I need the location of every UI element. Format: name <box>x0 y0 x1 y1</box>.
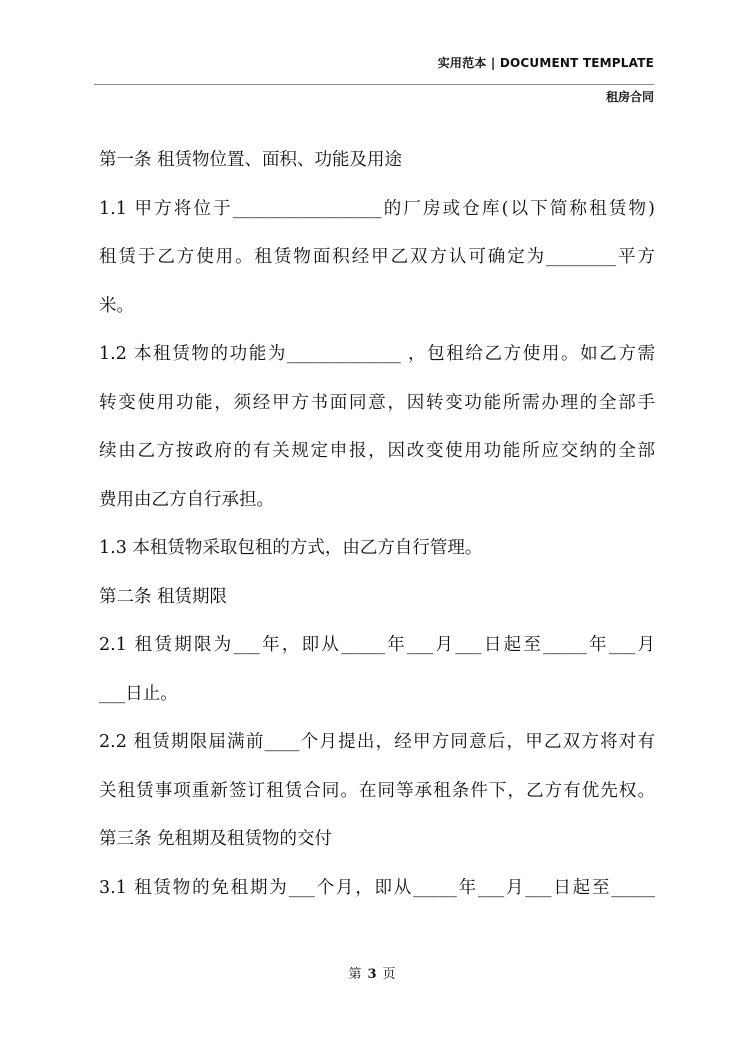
page-label-prefix: 第 <box>348 967 362 982</box>
paragraph-line: 米。 <box>99 295 134 316</box>
page-label-suffix: 页 <box>382 967 396 982</box>
header-document-title: 租房合同 <box>605 90 654 104</box>
paragraph-line: 关租赁事项重新签订租赁合同。在同等承租条件下，乙方有优先权。 <box>99 780 655 801</box>
paragraph-line: 租赁于乙方使用。租赁物面积经甲乙双方认可确定为________平方 <box>99 247 655 267</box>
paragraph-line: 3.1 租赁物的免租期为___个月，即从_____年___月___日起至_____ <box>99 877 655 898</box>
paragraph-line: 2.1 租赁期限为___年，即从_____年___月___日起至_____年___月 <box>99 635 655 655</box>
article-heading: 第三条 免租期及租赁物的交付 <box>99 829 333 849</box>
paragraph-line: 续由乙方按政府的有关规定申报，因改变使用功能所应交纳的全部 <box>99 441 655 461</box>
page-header <box>94 50 654 85</box>
article-heading: 第二条 租赁期限 <box>99 586 228 607</box>
paragraph-line: 费用由乙方自行承担。 <box>99 489 274 510</box>
document-body <box>99 136 655 912</box>
paragraph-line: 1.1 甲方将位于_________________的厂房或仓库(以下简称租赁物) <box>99 198 655 219</box>
page-number: 3 <box>367 967 377 982</box>
page-footer <box>0 963 744 982</box>
article-heading: 第一条 租赁物位置、面积、功能及用途 <box>99 150 403 170</box>
paragraph-line: ___日止。 <box>99 683 178 704</box>
paragraph-line: 1.2 本租赁物的功能为_____________ ，包租给乙方使用。如乙方需 <box>99 344 655 364</box>
paragraph-line: 2.2 租赁期限届满前____个月提出，经甲方同意后，甲乙双方将对有 <box>99 732 655 752</box>
header-brand: 实用范本 | DOCUMENT TEMPLATE <box>437 56 654 70</box>
paragraph-line: 转变使用功能，须经甲方书面同意，因转变功能所需办理的全部手 <box>99 392 655 413</box>
paragraph-line: 1.3 本租赁物采取包租的方式，由乙方自行管理。 <box>99 538 483 558</box>
